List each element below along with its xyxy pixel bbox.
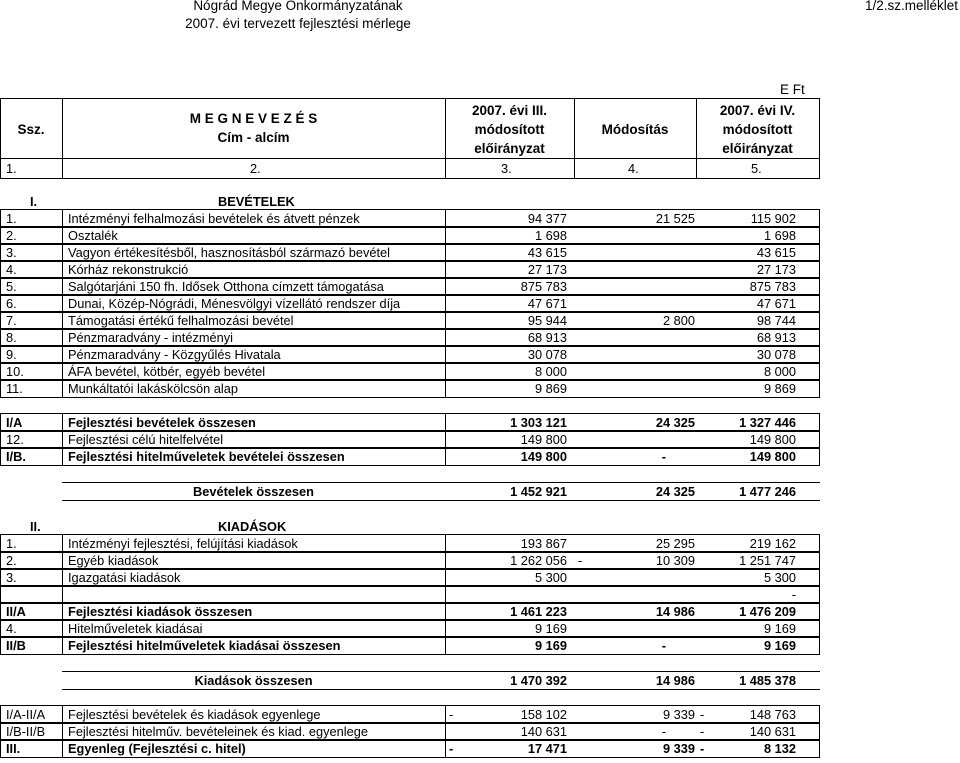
row-value-c4: 25 295	[655, 536, 695, 551]
income-section-code: I.	[30, 194, 38, 209]
row-name: Fejlesztési hitelműveletek kiadásai összesen	[68, 638, 341, 653]
row-code: 6.	[6, 296, 17, 311]
row-name: Kórház rekonstrukció	[68, 262, 189, 277]
row-code: II/A	[6, 604, 26, 619]
col-number-2: 2.	[250, 161, 261, 176]
row-name: Intézményi felhalmozási bevételek és átvett pénzek	[68, 211, 360, 226]
row-value-c5: 47 671	[756, 296, 796, 311]
row-value-c5: 149 800	[749, 449, 796, 464]
row-value-c5: 43 615	[756, 245, 796, 260]
row-code: 4.	[6, 621, 17, 636]
row-code: I/A	[6, 415, 23, 430]
income-section-title: BEVÉTELEK	[218, 194, 295, 209]
row-value-c3: 875 783	[520, 279, 567, 294]
row-code: III.	[6, 741, 21, 756]
row-value-c4: -	[661, 449, 666, 464]
col-number-4: 4.	[628, 161, 639, 176]
total-row-label: Bevételek összesen	[193, 484, 314, 499]
row-code: 9.	[6, 347, 17, 362]
row-dash-c5: -	[700, 707, 705, 722]
row-value-c3: 30 078	[527, 347, 567, 362]
row-value-c5: 140 631	[749, 724, 796, 739]
row-value-c5: 1 698	[763, 228, 796, 243]
row-value-c5: 9 169	[763, 638, 796, 653]
row-value-c3: 43 615	[527, 245, 567, 260]
row-name: Pénzmaradvány - Közgyűlés Hivatala	[68, 347, 281, 362]
row-code: I/A-II/A	[6, 707, 46, 722]
col-header-c3-l2: módosított	[474, 122, 545, 137]
row-name: Fejlesztési hitelműveletek bevételei összesen	[68, 449, 345, 464]
row-value-c5: 149 800	[749, 432, 796, 447]
row-value-c5: 1 476 209	[739, 604, 796, 619]
row-dash-c4: -	[578, 553, 583, 568]
row-value-c5: 1 477 246	[739, 484, 796, 499]
col-header-c5-l2: módosított	[722, 122, 793, 137]
col-header-name: M E G N E V E Z É S	[189, 111, 318, 126]
row-value-c3: 1 698	[534, 228, 567, 243]
row-value-c5: 5 300	[763, 570, 796, 585]
row-name: Fejlesztési kiadások összesen	[68, 604, 253, 619]
row-code: 1.	[6, 211, 17, 226]
row-value-c3: 1 470 392	[510, 673, 567, 688]
row-code: 2.	[6, 553, 17, 568]
col-header-c5-l1: 2007. évi IV.	[719, 103, 796, 118]
row-value-c5: 9 869	[763, 381, 796, 396]
row-code: 7.	[6, 313, 17, 328]
row-name: Igazgatási kiadások	[68, 570, 181, 585]
row-value-c3: 94 377	[527, 211, 567, 226]
row-value-c3: 158 102	[520, 707, 567, 722]
row-dash-c3: -	[449, 741, 454, 756]
expense-section-code: II.	[30, 519, 41, 534]
row-value-c4: -	[661, 724, 666, 739]
col-header-c3-l3: előirányzat	[474, 141, 545, 156]
row-value-c5: 1 485 378	[739, 673, 796, 688]
row-value-c5: 148 763	[749, 707, 796, 722]
row-code: 1.	[6, 536, 17, 551]
row-code: 12.	[6, 432, 24, 447]
row-name: Pénzmaradvány - intézményi	[68, 330, 234, 345]
row-value-c5: 8 132	[763, 741, 796, 756]
row-code: 11.	[6, 381, 23, 396]
row-value-c3: 8 000	[534, 364, 567, 379]
row-value-c3: 47 671	[527, 296, 567, 311]
row-value-c3: 1 262 056	[510, 553, 567, 568]
row-value-c3: 149 800	[520, 432, 567, 447]
col-number-1: 1.	[6, 161, 17, 176]
expense-section-title: KIADÁSOK	[218, 519, 287, 534]
row-value-c5: 219 162	[749, 536, 796, 551]
row-value-c4: 10 309	[655, 553, 695, 568]
row-code: I/B-II/B	[6, 724, 46, 739]
col-header-c5-l3: előirányzat	[722, 141, 793, 156]
row-code: 4.	[6, 262, 17, 277]
annex-label: 1/2.sz.melléklet	[864, 0, 958, 13]
row-value-c3: 9 169	[534, 621, 567, 636]
row-value-c4: -	[661, 638, 666, 653]
row-code: I/B.	[6, 449, 26, 464]
col-number-3: 3.	[501, 161, 512, 176]
row-value-c3: 1 461 223	[510, 604, 567, 619]
row-value-c4: 14 986	[655, 604, 695, 619]
row-name: Egyenleg (Fejlesztési c. hitel)	[68, 741, 246, 756]
row-name: ÁFA bevétel, kötbér, egyéb bevétel	[68, 364, 266, 379]
row-name: Fejlesztési hitelműv. bevételeinek és kiad. egyenlege	[68, 724, 368, 739]
row-value-c5: 8 000	[763, 364, 796, 379]
row-code: 2.	[6, 228, 17, 243]
row-value-c5: 27 173	[756, 262, 796, 277]
unit-label: E Ft	[780, 82, 805, 97]
row-value-c4: 24 325	[655, 484, 695, 499]
row-value-c5: 68 913	[756, 330, 796, 345]
row-value-c3: 68 913	[527, 330, 567, 345]
row-value-c3: 27 173	[527, 262, 567, 277]
col-header-c4: Módosítás	[601, 122, 669, 137]
row-value-c3: 193 867	[520, 536, 567, 551]
row-name: Fejlesztési célú hitelfelvétel	[68, 432, 224, 447]
row-name: Osztalék	[68, 228, 118, 243]
row-value-c5: 30 078	[756, 347, 796, 362]
row-name: Fejlesztési bevételek összesen	[68, 415, 256, 430]
row-value-c5: 115 902	[750, 211, 796, 226]
col-header-name-sub: Cím - alcím	[217, 130, 290, 145]
row-value-c3: 17 471	[527, 741, 567, 756]
document-title: Nógrád Megye Önkormányzatának	[193, 0, 403, 13]
row-code: 5.	[6, 279, 17, 294]
row-name: Fejlesztési bevételek és kiadások egyenlege	[68, 707, 321, 722]
row-name: Támogatási értékű felhalmozási bevétel	[68, 313, 294, 328]
document-subtitle: 2007. évi tervezett fejlesztési mérlege	[185, 16, 411, 31]
row-value-c5: 9 169	[763, 621, 796, 636]
row-value-c4: 21 525	[655, 211, 695, 226]
row-value-c3: 1 452 921	[510, 484, 567, 499]
row-value-c4: 9 339	[662, 741, 695, 756]
row-value-c3: 95 944	[527, 313, 567, 328]
row-value-c5: 98 744	[756, 313, 796, 328]
row-dash-c5: -	[700, 724, 705, 739]
row-value-c5: 1 327 446	[739, 415, 796, 430]
row-value-c3: 9 869	[534, 381, 567, 396]
row-value-c3: 140 631	[520, 724, 567, 739]
row-name: Vagyon értékesítésből, hasznosításból származó bevétel	[68, 245, 390, 260]
total-row-label: Kiadások összesen	[194, 673, 313, 688]
row-value-c5: -	[791, 587, 796, 602]
row-code: II/B	[6, 638, 26, 653]
col-number-5: 5.	[751, 161, 762, 176]
row-value-c3: 9 169	[534, 638, 567, 653]
row-name: Salgótarjáni 150 fh. Idősek Otthona címzett támogatása	[68, 279, 384, 294]
row-value-c5: 1 251 747	[739, 553, 796, 568]
row-value-c3: 1 303 121	[510, 415, 567, 430]
col-header-c3-l1: 2007. évi III.	[471, 103, 548, 118]
col-header-ssz: Ssz.	[17, 122, 45, 137]
row-code: 3.	[6, 245, 17, 260]
row-value-c3: 149 800	[520, 449, 567, 464]
row-code: 10.	[6, 364, 24, 379]
row-dash-c3: -	[449, 707, 454, 722]
row-value-c3: 5 300	[534, 570, 567, 585]
row-name: Hitelműveletek kiadásai	[68, 621, 203, 636]
row-name: Egyéb kiadások	[68, 553, 159, 568]
row-value-c4: 14 986	[655, 673, 695, 688]
row-value-c4: 24 325	[655, 415, 695, 430]
row-name: Dunai, Közép-Nógrádi, Ménesvölgyi vízellátó rendszer díja	[68, 296, 401, 311]
row-value-c5: 875 783	[749, 279, 796, 294]
row-name: Intézményi fejlesztési, felújítási kiadások	[68, 536, 298, 551]
row-code: 3.	[6, 570, 17, 585]
row-code: 8.	[6, 330, 17, 345]
row-name: Munkáltatói lakáskölcsön alap	[68, 381, 239, 396]
row-value-c4: 9 339	[662, 707, 695, 722]
row-dash-c5: -	[700, 741, 705, 756]
row-value-c4: 2 800	[662, 313, 695, 328]
